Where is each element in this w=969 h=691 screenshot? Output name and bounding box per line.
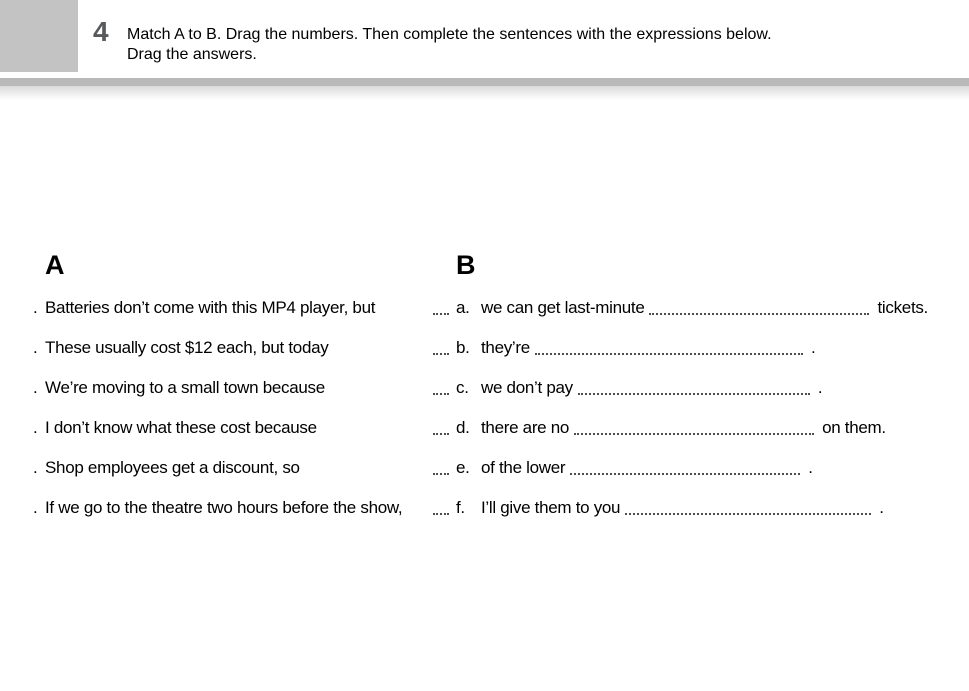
item-letter: c. bbox=[456, 378, 469, 397]
sentence-text: Batteries don’t come with this MP4 player, but bbox=[45, 298, 376, 317]
item-letter: e. bbox=[456, 458, 470, 477]
sentence-text: If we go to the theatre two hours before the show, bbox=[45, 498, 403, 517]
item-letter: b. bbox=[456, 338, 470, 357]
expression-blank[interactable] bbox=[535, 341, 803, 355]
number-drop-slot[interactable] bbox=[433, 501, 449, 515]
sentence-text: I don’t know what these cost because bbox=[45, 418, 317, 437]
item-letter: f. bbox=[456, 498, 465, 517]
number-drop-slot[interactable] bbox=[433, 301, 449, 315]
number-slot[interactable]: . bbox=[33, 418, 38, 437]
match-item-a-6 bbox=[33, 496, 402, 520]
number-slot[interactable]: . bbox=[33, 298, 38, 317]
column-a-header: A bbox=[45, 250, 65, 280]
number-slot[interactable]: . bbox=[33, 498, 38, 517]
expression-blank[interactable] bbox=[570, 461, 800, 475]
number-drop-slot[interactable] bbox=[433, 461, 449, 475]
column-b-header: B bbox=[456, 250, 476, 280]
match-item-b-c bbox=[433, 376, 822, 400]
header-divider bbox=[0, 78, 969, 86]
sentence-text: of the lower bbox=[481, 458, 566, 477]
sentence-end: . bbox=[879, 498, 884, 517]
number-drop-slot[interactable] bbox=[433, 341, 449, 355]
sentence-end: . bbox=[808, 458, 813, 477]
match-item-b-e bbox=[433, 456, 813, 480]
sentence-end: . bbox=[810, 338, 816, 357]
sentence-text: I’ll give them to you bbox=[481, 498, 621, 517]
item-letter: d. bbox=[456, 418, 470, 437]
header-divider-shadow bbox=[0, 86, 969, 100]
number-slot[interactable]: . bbox=[33, 378, 38, 397]
number-slot[interactable]: . bbox=[33, 338, 38, 357]
match-item-a-3 bbox=[33, 376, 325, 400]
expression-blank[interactable] bbox=[578, 381, 810, 395]
sentence-end: . bbox=[817, 378, 823, 397]
sentence-text: We’re moving to a small town because bbox=[45, 378, 325, 397]
sentence-text: there are no bbox=[481, 418, 570, 437]
sentence-end: tickets. bbox=[877, 298, 928, 317]
sentence-text: Shop employees get a discount, so bbox=[45, 458, 300, 477]
sentence-text: These usually cost $12 each, but today bbox=[45, 338, 329, 357]
match-item-a-1 bbox=[33, 296, 375, 320]
match-item-b-a bbox=[433, 296, 928, 320]
match-item-b-b bbox=[433, 336, 815, 360]
match-item-a-5 bbox=[33, 456, 300, 480]
sentence-text: they’re bbox=[481, 338, 530, 357]
exercise-number: 4 bbox=[93, 16, 109, 47]
sentence-end: on them. bbox=[822, 418, 886, 437]
instruction-line-2: Drag the answers. bbox=[127, 46, 257, 63]
item-letter: a. bbox=[456, 298, 470, 317]
expression-blank[interactable] bbox=[574, 421, 814, 435]
expression-blank[interactable] bbox=[649, 301, 869, 315]
match-item-b-d bbox=[433, 416, 886, 440]
number-drop-slot[interactable] bbox=[433, 421, 449, 435]
number-slot[interactable]: . bbox=[33, 458, 38, 477]
sentence-text: we don’t pay bbox=[481, 378, 573, 397]
match-item-a-2 bbox=[33, 336, 328, 360]
match-item-a-4 bbox=[33, 416, 317, 440]
number-drop-slot[interactable] bbox=[433, 381, 449, 395]
sentence-text: we can get last-minute bbox=[481, 298, 645, 317]
corner-decoration bbox=[0, 0, 78, 72]
exercise-instructions bbox=[127, 25, 772, 65]
expression-blank[interactable] bbox=[625, 501, 871, 515]
instruction-line-1: Match A to B. Drag the numbers. Then complete the sentences with the expressions below. bbox=[127, 26, 772, 43]
match-item-b-f bbox=[433, 496, 884, 520]
